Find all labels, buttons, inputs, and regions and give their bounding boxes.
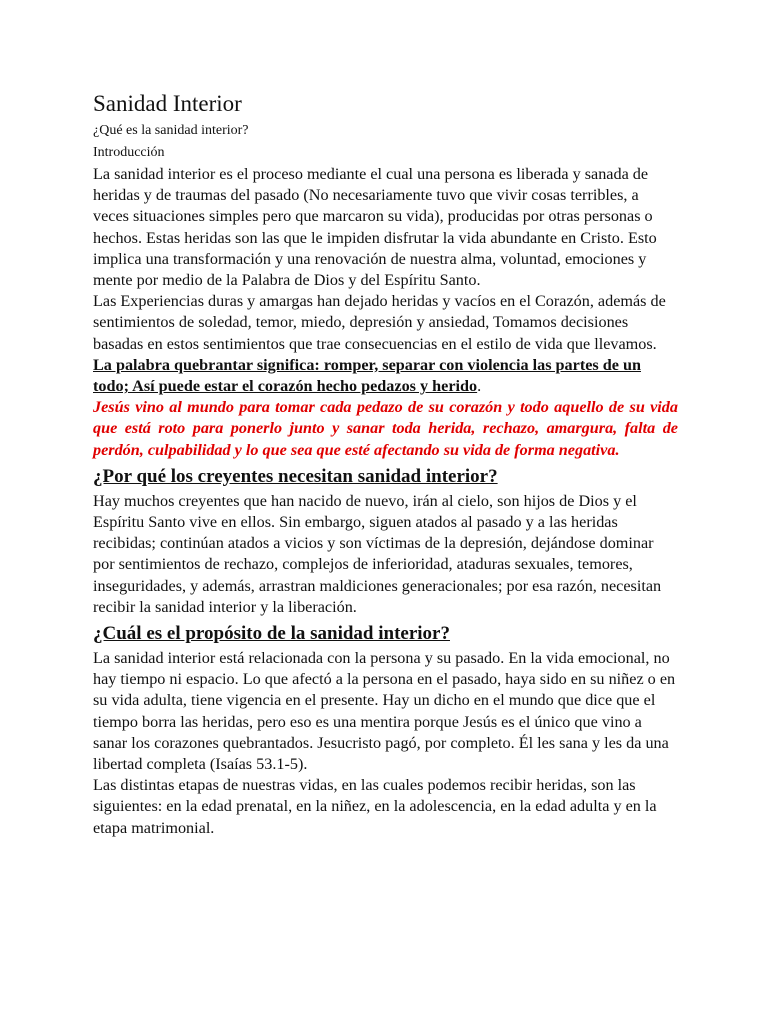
quebrantar-period: . (477, 377, 482, 396)
paragraph-stages: Las distintas etapas de nuestras vidas, en las cuales podemos recibir heridas, son las siguientes: en la edad prenatal, en la niñez, en la adolescencia, en la edad adulta y en la etapa matrimonial. (93, 776, 657, 837)
heading-why-believers: ¿Por qué los creyentes necesitan sanidad interior? (93, 465, 498, 487)
paragraph-quebrantar (93, 355, 678, 397)
paragraph-purpose: La sanidad interior está relacionada con la persona y su pasado. En la vida emocional, no hay tiempo ni espacio. Lo que afectó a la persona en el pasado, haya sido en su niñez o en su vida adulta, tiene vigencia en el presente. Hay un dicho en el mundo que dice que el tiempo borra las heridas, pero eso es una mentira porque Jesús es el único que vino a sanar los corazones quebrantados. Jesucristo pagó, por completo. Él les sana y les da una libertad completa (Isaías 53.1-5). (93, 649, 676, 774)
quebrantar-definition: La palabra quebrantar significa: romper, separar con violencia las partes de un todo; Así puede estar el corazón hecho pedazos y herido (93, 355, 641, 396)
paragraph-believers: Hay muchos creyentes que han nacido de nuevo, irán al cielo, son hijos de Dios y el Espíritu Santo vive en ellos. Sin embargo, siguen atados al pasado y a las heridas recibidas; continúan atados a vicios y son víctimas de la depresión, dejándose dominar por sentimientos de rechazo, complejos de inferioridad, ataduras sexuales, temores, inseguridades, y además, arrastran maldiciones generacionales; por esa razón, necesitan recibir la sanidad interior y la liberación. (93, 491, 662, 616)
document-subtitle: ¿Qué es la sanidad interior? (93, 123, 249, 138)
intro-label: Introducción (93, 145, 165, 160)
paragraph-experiences: Las Experiencias duras y amargas han dejado heridas y vacíos en el Corazón, además de sentimientos de soledad, temor, miedo, depresión y ansiedad, Tomamos decisiones basadas en estos sentimientos que trae consecuencias en el estilo de vida que llevamos. (93, 292, 666, 353)
heading-purpose: ¿Cuál es el propósito de la sanidad interior? (93, 623, 450, 645)
document-title: Sanidad Interior (93, 91, 242, 116)
paragraph-jesus-red: Jesús vino al mundo para tomar cada pedazo de su corazón y todo aquello de su vida que está roto para ponerlo junto y sanar toda herida, rechazo, amargura, falta de perdón, culpabilidad y lo que sea que esté afectando su vida de forma negativa. (93, 398, 678, 459)
paragraph-definition: La sanidad interior es el proceso mediante el cual una persona es liberada y sanada de heridas y de traumas del pasado (No necesariamente tuvo que vivir cosas terribles, a veces situaciones simples pero que marcaron su vida), producidas por otras personas o hechos. Estas heridas son las que le impiden disfrutar la vida abundante en Cristo. Esto implica una transformación y una renovación de nuestra alma, voluntad, emociones y mente por medio de la Palabra de Dios y del Espíritu Santo. (93, 165, 657, 290)
document-content (93, 88, 678, 839)
